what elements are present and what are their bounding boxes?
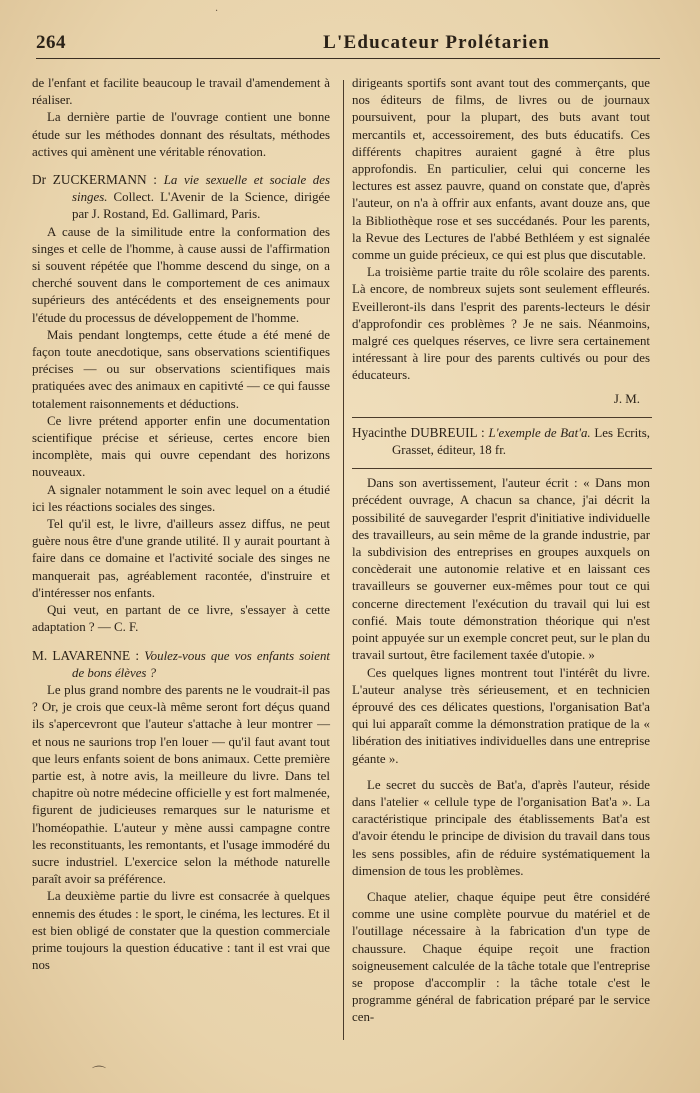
page-number: 264 xyxy=(36,32,66,53)
signature: J. M. xyxy=(613,391,640,406)
column-divider xyxy=(343,80,344,1040)
page-header xyxy=(36,28,660,59)
paragraph: La deuxième partie du livre est consacrée à quelques ennemis des études : le sport, le cinéma, les lectures. Et il est bien obligé de constater que la question commerciale prime toujours la question éducative : tant il est vrai que nos xyxy=(32,889,330,973)
footer-mark: ⌒ xyxy=(92,1066,106,1082)
paragraph: dirigeants sportifs sont avant tout des commerçants, que nos éditeurs de films, de livres ou de journaux poursuivent, pour la plupart, des buts avant tout mercantils et, accessoirement, des buts éducatifs. Ces différents chapitres auraient gagné à être plus approfondis. En particulier, celui qui concerne les lectures est assez pauvre, quand on constate que, d'après l'auteur, on n'a à offrir aux enfants, avant douze ans, que la Bibliothèque rose et ses succédanés. Pour les parents, la Revue des Lectures de l'abbé Bethléem y est signalée comme un guide précieux, ce qui est plus que discutable. xyxy=(352,76,650,263)
entry-author: M. LAVARENNE : xyxy=(32,647,145,663)
entry-publisher: Collect. L'Avenir de la Science, dirigée par J. Rostand, Ed. Gallimard, Paris. xyxy=(72,190,330,222)
paragraph: Dans son avertissement, l'auteur écrit : « Dans mon précédent ouvrage, A chacun sa chance, j'ai décrit la possibilité de sauvegarder l'esprit d'initiative individuelle des travailleurs, au sein même de la grande industrie, par la subdivision des entreprises en groupes auxquels on concèderait une autonomie relative et en laissant ces travailleurs se gouverner eux-mêmes pour tout ce qui concerne directement l'exécution du travail qui lui est confié. Mais toute démonstration théorique qui n'est point appuyée sur un exemple concret peut, sur le plan du travail surtout, être facilement taxée d'utopie. » xyxy=(352,476,650,663)
paragraph: Le plus grand nombre des parents ne le voudrait-il pas ? Or, je crois que ceux-là même seront fort déçus quand ils s'apercevront que l'auteur s'attache à leur montrer — et nous ne saurions trop l'en louer — qu'il faut avant tout que leurs enfants soient de bons animaux. Cette première partie est, à notre avis, la meilleure du livre. Dans tel chapitre où notre médecine officielle y est fort malmenée, figurent de judicieuses remarques sur le naturisme et l'homéopathie. L'auteur y mène aussi campagne contre les reconstituants, les remontants, et l'usage immodéré du sucre industriel. L'exercice selon la méthode naturelle paraît avoir sa préférence. xyxy=(32,682,330,887)
entry-author: Hyacinthe DUBREUIL : xyxy=(352,424,489,440)
book-entry-dubreuil xyxy=(352,424,650,459)
section-rule xyxy=(352,417,652,418)
paragraph: Ce livre prétend apporter enfin une documentation scientifique précise et sérieuse, certes encore bien incomplète, mais qui ouvre cependant des horizons nouveaux. xyxy=(32,413,330,480)
staple-mark: · xyxy=(215,6,219,17)
entry-title: La vie sexuelle et sociale des singes. xyxy=(72,173,330,205)
book-entry-zuckermann xyxy=(32,171,330,224)
book-entry-lavarenne xyxy=(32,647,330,682)
entry-publisher: Les Ecrits, Grasset, éditeur, 18 fr. xyxy=(392,425,650,458)
paragraph: Mais pendant longtemps, cette étude a été mené de façon toute anecdotique, sans observations scientifiques précises — ou sur observations scientifiques mais pratiquées avec des animaux en capitivté — ce qui fausse totalement raisonnements et déductions. xyxy=(32,327,330,411)
entry-title: L'exemple de Bat'a. xyxy=(488,425,595,440)
journal-title: L'Educateur Prolétarien xyxy=(323,32,550,53)
paragraph: Qui veut, en partant de ce livre, s'essayer à cette adaptation ? — C. F. xyxy=(32,603,330,635)
paragraph: Tel qu'il est, le livre, d'ailleurs assez diffus, ne peut guère nous être d'une grande utilité. Il y aurait pourtant à faire dans ce domaine et l'activité sociale des singes ne manquerait pas, agréablement racontée, d'instruire et d'intéresser nos enfants. xyxy=(32,517,330,600)
paragraph: La troisième partie traite du rôle scolaire des parents. Là encore, de nombreux sujets sont seulement effleurés. Eveilleront-ils dans l'esprit des parents-lecteurs le désir d'approfondir ces problèmes ? Je ne sais. Néanmoins, malgré ces quelques réserves, ce livre sera certainement intéressant à lire pour des parents cultivés ou pour des éducateurs. xyxy=(352,265,650,383)
right-column xyxy=(352,75,650,1027)
paragraph: de l'enfant et facilite beaucoup le travail d'amendement à réaliser. xyxy=(32,76,330,108)
paragraph: Chaque atelier, chaque équipe peut être considéré comme une usine complète pourvue du matériel et de l'outillage nécessaire à la fabrication d'un type de chaussure. Chaque équipe reçoit une fraction soigneusement calculée de la tâche totale que l'entreprise se propose d'accomplir : la tâche totale c'est le programme général de fabrication préparé par le service cen- xyxy=(352,889,650,1025)
paragraph: A signaler notamment le soin avec lequel on a étudié ici les réactions sociales des singes. xyxy=(32,482,330,514)
paragraph: A cause de la similitude entre la conformation des singes et celle de l'homme, à cause aussi de l'affirmation si souvent répétée que l'homme descend du singe, on a cherché souvent dans le comportement de ces animaux supérieurs des antécédents et des enseignements pour l'étude du processus de développement de l'homme. xyxy=(32,224,330,325)
left-column xyxy=(32,75,330,974)
entry-author: Dr ZUCKERMANN : xyxy=(32,172,164,188)
section-rule xyxy=(352,468,652,469)
paragraph: La dernière partie de l'ouvrage contient une bonne étude sur les méthodes donnant des résultats, méthodes actives qui amènent une véritable rénovation. xyxy=(32,110,330,159)
entry-title: Voulez-vous que vos enfants soient de bons élèves ? xyxy=(72,648,330,680)
paragraph: Le secret du succès de Bat'a, d'après l'auteur, réside dans l'atelier « cellule type de l'organisation Bat'a ». La caractéristique principale des établissements Bat'a est d'avoir étendu le principe de division du travail dans tous les sens possibles, afin de réduire systématiquement la dimension de tous les problèmes. xyxy=(352,777,650,878)
paragraph: Ces quelques lignes montrent tout l'intérêt du livre. L'auteur analyse très sérieusement, et en technicien éprouvé des ces délicates questions, l'organisation Bat'a qui lui apparaît comme la démonstration pratique de la « libération des initiatives individuelles dans une entreprise géante ». xyxy=(352,665,650,766)
